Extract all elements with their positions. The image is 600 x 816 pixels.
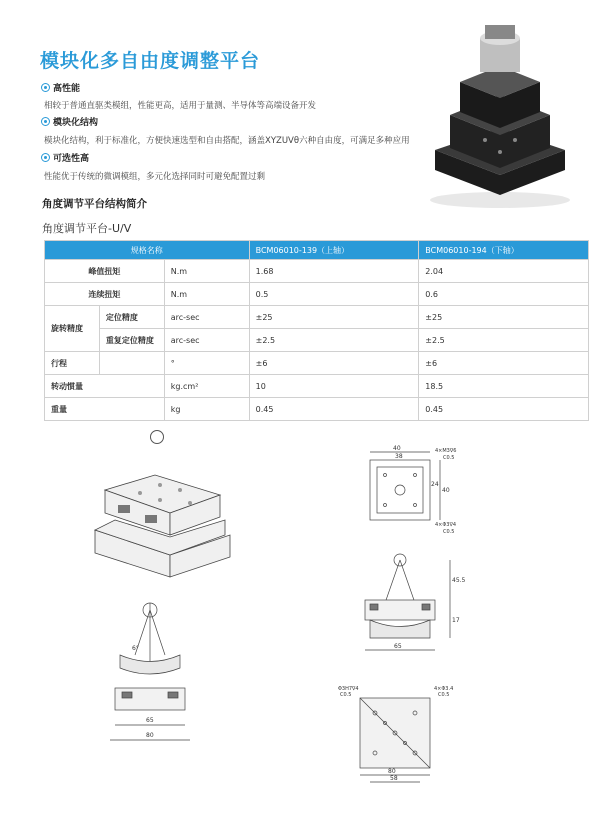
table-row (45, 260, 589, 283)
feature-text-3: 性能优于传统的微调模组，多元化选择同时可避免配置过剩 (44, 172, 266, 182)
note-label: 4×Φ3∇4 (435, 522, 457, 528)
row-value: ±6 (419, 352, 589, 375)
dim-label: 40 (393, 445, 401, 452)
note-label: Φ3H7∇4 (338, 686, 359, 692)
note-label: C0.5 (340, 692, 352, 698)
side-view-drawing (350, 548, 470, 668)
dim-label: 38 (395, 453, 403, 460)
row-value: ±2.5 (249, 329, 419, 352)
row-value: ±6 (249, 352, 419, 375)
bullet-icon (42, 118, 49, 125)
dim-label: 80 (388, 768, 396, 775)
feature-heading-3: 可选性高 (42, 151, 89, 164)
note-label: C0.5 (438, 692, 450, 698)
dim-label: 45.5 (452, 577, 466, 584)
row-value: 0.45 (249, 398, 419, 421)
row-label: 旋转精度 (45, 306, 100, 352)
note-label: C0.5 (443, 455, 455, 461)
row-value: 2.04 (419, 260, 589, 283)
row-unit: N.m (164, 283, 249, 306)
row-value: 10 (249, 375, 419, 398)
page-title: 模块化多自由度调整平台 (40, 50, 261, 72)
feature-text-1: 相较于普通直驱类模组，性能更高，适用于量测、半导体等高端设备开发 (44, 101, 317, 111)
dim-label: 40 (442, 487, 450, 494)
dim-label: 65 (394, 643, 402, 650)
row-value: 0.5 (249, 283, 419, 306)
row-value: 1.68 (249, 260, 419, 283)
dim-label: 58 (390, 775, 398, 782)
table-header-row (45, 241, 589, 260)
dim-label: 80 (146, 732, 154, 739)
row-unit: N.m (164, 260, 249, 283)
section-title: 角度调节平台结构简介 (42, 198, 147, 210)
row-sublabel: 定位精度 (99, 306, 164, 329)
row-label: 峰值扭矩 (45, 260, 165, 283)
table-header-col2: BCM06010-194（下轴） (419, 241, 589, 260)
row-unit: arc-sec (164, 329, 249, 352)
row-value: 0.6 (419, 283, 589, 306)
table-header-col1: BCM06010-139（上轴） (249, 241, 419, 260)
row-unit: ° (164, 352, 249, 375)
row-value: 18.5 (419, 375, 589, 398)
subsection-title: 角度调节平台-U/V (42, 222, 132, 235)
row-label: 转动惯量 (45, 375, 165, 398)
bullet-icon (42, 84, 49, 91)
angle-label: 6° (132, 645, 139, 652)
table-row (45, 329, 589, 352)
bullet-icon (42, 154, 49, 161)
note-label: 4×Φ3.4 (434, 686, 454, 692)
table-row (45, 375, 589, 398)
row-label: 行程 (45, 352, 100, 375)
dim-label: 24 (431, 481, 439, 488)
circle-marker (150, 430, 164, 444)
dim-label: 65 (146, 717, 154, 724)
table-row (45, 398, 589, 421)
top-view-drawing (355, 440, 475, 540)
product-image (425, 20, 575, 210)
bottom-view-drawing (330, 680, 470, 790)
front-view-drawing (100, 600, 220, 750)
feature-text-2: 模块化结构，利于标准化，方便快速选型和自由搭配，涵盖XYZUVθ六种自由度，可满足多种应用 (44, 136, 410, 146)
feature-heading-1: 高性能 (42, 81, 80, 94)
table-row (45, 283, 589, 306)
row-sublabel: 重复定位精度 (99, 329, 164, 352)
row-value: 0.45 (419, 398, 589, 421)
table-row (45, 306, 589, 329)
note-label: C0.5 (443, 529, 455, 535)
row-unit: kg.cm² (164, 375, 249, 398)
stage-isometric-drawing (90, 455, 250, 590)
note-label: 4×M3∇6 (435, 448, 457, 454)
dim-label: 17 (452, 617, 460, 624)
feature-heading-2: 模块化结构 (42, 115, 98, 128)
row-label: 连续扭矩 (45, 283, 165, 306)
row-unit: arc-sec (164, 306, 249, 329)
row-value: ±25 (249, 306, 419, 329)
table-header-name: 规格名称 (45, 241, 250, 260)
row-value: ±2.5 (419, 329, 589, 352)
spec-table (44, 240, 589, 421)
row-label: 重量 (45, 398, 165, 421)
row-unit: kg (164, 398, 249, 421)
table-row (45, 352, 589, 375)
row-value: ±25 (419, 306, 589, 329)
